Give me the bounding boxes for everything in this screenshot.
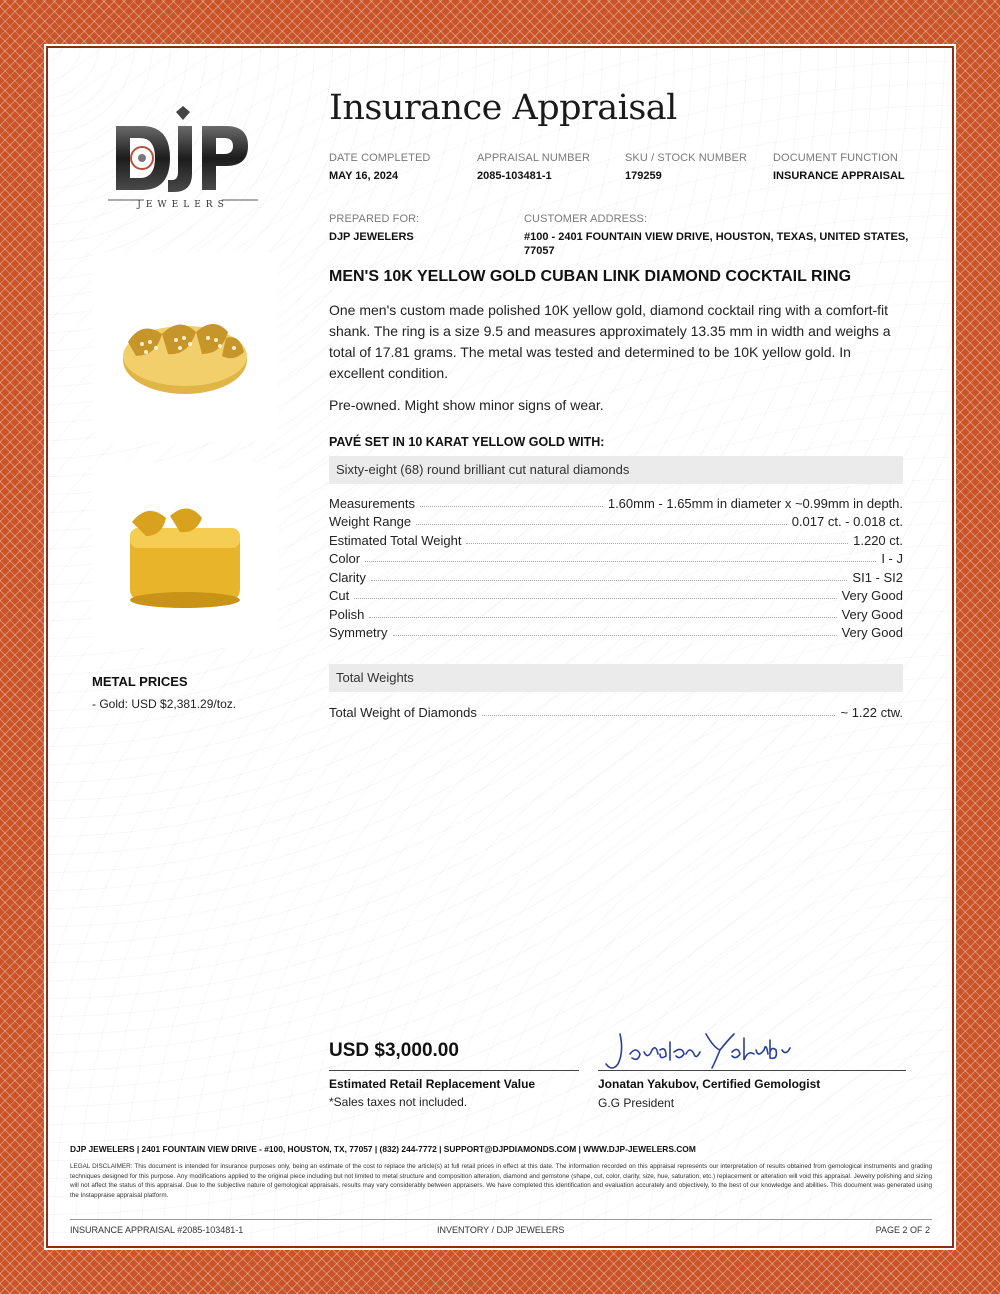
spec-row-symmetry xyxy=(329,622,903,640)
logo-tagline: JEWELERS xyxy=(137,200,229,210)
appraiser-role: G.G President xyxy=(598,1096,675,1110)
customer-address-line2: 77057 xyxy=(524,245,555,257)
spec-row-clarity xyxy=(329,567,903,585)
footer-inventory: INVENTORY / DJP JEWELERS xyxy=(437,1225,565,1235)
prepared-for-value: DJP JEWELERS xyxy=(329,231,414,243)
leader-dots xyxy=(466,543,848,544)
spec-label: Weight Range xyxy=(329,514,412,529)
footer-page-number: PAGE 2 OF 2 xyxy=(875,1225,930,1235)
meta-value-appraisal-number: 2085-103481-1 xyxy=(477,170,552,182)
tax-note: *Sales taxes not included. xyxy=(329,1095,468,1109)
leader-dots xyxy=(371,580,848,581)
replacement-value-label: Estimated Retail Replacement Value xyxy=(329,1077,536,1091)
legal-disclaimer: LEGAL DISCLAIMER: This document is intended for insurance purposes only, being an estimate of the cost to replace the article(s) at full retail prices in effect at this date. The information recorded on this appraisal represents our interpretation of results obtained from gemological instruments and grading techniques designed for this purpose. Any modifications applied to the original piece including but not limited to metal structure and composition alteration, diamond and gemstone (shape, cut, color, clarity, size, hue, saturation, etc.) replacement or alteration will void this appraisal. Jewelry polishing and sizing will not affect the status of this appraisal. Due to the subjective nature of gemological appraisals, results may vary considerably between appraisers. We have completed this identification and evaluation accurately and objectively, to the best of our knowledge and abilities. This document was generated using the Instappraise appraisal platform. xyxy=(70,1163,932,1199)
spec-value: 1.220 ct. xyxy=(853,533,903,548)
leader-dots xyxy=(482,715,836,716)
leader-dots xyxy=(420,506,603,507)
spec-row-total-weight xyxy=(329,530,903,548)
total-weight-row xyxy=(329,702,903,720)
djp-logo xyxy=(108,104,258,214)
total-value: ~ 1.22 ctw. xyxy=(840,705,903,720)
leader-dots xyxy=(354,598,836,599)
logo-mark xyxy=(108,104,258,204)
appraiser-name: Jonatan Yakubov, Certified Gemologist xyxy=(598,1077,821,1091)
spec-value: Very Good xyxy=(841,625,903,640)
spec-row-color xyxy=(329,548,903,566)
leader-dots xyxy=(365,561,876,562)
item-description: One men's custom made polished 10K yellow gold, diamond cocktail ring with a comfort-fit shank. The ring is a size 9.5 and measures approximately 13.35 mm in width and weighs a total of 17.81 grams. The metal was tested and determined to be 10K yellow gold. In excellent condition. xyxy=(329,302,891,381)
meta-label-appraisal-number: APPRAISAL NUMBER xyxy=(477,152,591,164)
footer-appraisal-id: INSURANCE APPRAISAL #2085-103481-1 xyxy=(70,1225,244,1235)
footer-rule xyxy=(70,1219,932,1220)
prepared-for-label: PREPARED FOR: xyxy=(329,213,420,225)
spec-label: Color xyxy=(329,551,361,566)
replacement-value: USD $3,000.00 xyxy=(329,1040,459,1061)
ring-photo-front xyxy=(92,252,278,442)
stones-band: Sixty-eight (68) round brilliant cut natural diamonds xyxy=(329,456,903,484)
spec-value: SI1 - SI2 xyxy=(852,570,903,585)
spec-row-cut xyxy=(329,585,903,603)
leader-dots xyxy=(416,524,787,525)
document-title: Insurance Appraisal xyxy=(329,88,677,128)
spec-value: Very Good xyxy=(841,607,903,622)
meta-label-sku: SKU / STOCK NUMBER xyxy=(625,152,748,164)
customer-address-label: CUSTOMER ADDRESS: xyxy=(524,213,648,225)
signature-rule xyxy=(598,1070,906,1071)
spec-label: Measurements xyxy=(329,496,415,511)
metal-prices-title: METAL PRICES xyxy=(92,674,188,689)
spec-row-measurements xyxy=(329,493,903,511)
spec-value: Very Good xyxy=(841,588,903,603)
ring-photo-side xyxy=(92,462,278,648)
setting-title: PAVÉ SET IN 10 KARAT YELLOW GOLD WITH: xyxy=(329,435,605,449)
spec-value: I - J xyxy=(881,551,903,566)
meta-label-function: DOCUMENT FUNCTION xyxy=(773,152,898,164)
customer-address-line1: #100 - 2401 FOUNTAIN VIEW DRIVE, HOUSTON, TEXAS, UNITED STATES, xyxy=(524,231,909,243)
meta-value-sku: 179259 xyxy=(625,170,662,182)
leader-dots xyxy=(393,635,837,636)
spec-label: Symmetry xyxy=(329,625,388,640)
total-weights-band: Total Weights xyxy=(329,664,903,692)
spec-value: 0.017 ct. - 0.018 ct. xyxy=(791,514,903,529)
spec-label: Clarity xyxy=(329,570,366,585)
leader-dots xyxy=(369,617,836,618)
spec-value: 1.60mm - 1.65mm in diameter x ~0.99mm in depth. xyxy=(607,496,903,511)
item-condition: Pre-owned. Might show minor signs of wear. xyxy=(329,397,604,413)
price-rule xyxy=(329,1070,579,1071)
item-title: MEN'S 10K YELLOW GOLD CUBAN LINK DIAMOND COCKTAIL RING xyxy=(329,268,852,285)
meta-label-date: DATE COMPLETED xyxy=(329,152,431,164)
meta-value-date: MAY 16, 2024 xyxy=(329,170,399,182)
spec-label: Polish xyxy=(329,607,365,622)
meta-value-function: INSURANCE APPRAISAL xyxy=(773,170,905,182)
metal-price-gold: - Gold: USD $2,381.29/toz. xyxy=(92,697,237,711)
spec-label: Estimated Total Weight xyxy=(329,533,462,548)
appraiser-signature xyxy=(600,1028,800,1072)
spec-row-polish xyxy=(329,604,903,622)
total-label: Total Weight of Diamonds xyxy=(329,705,477,720)
footer-contact: DJP JEWELERS | 2401 FOUNTAIN VIEW DRIVE - #100, HOUSTON, TX, 77057 | (832) 244-7772 | SUPPORT@DJPDIAMONDS.COM | WWW.DJP-JEWELERS.COM xyxy=(70,1144,696,1154)
spec-label: Cut xyxy=(329,588,350,603)
spec-row-weight-range xyxy=(329,511,903,529)
